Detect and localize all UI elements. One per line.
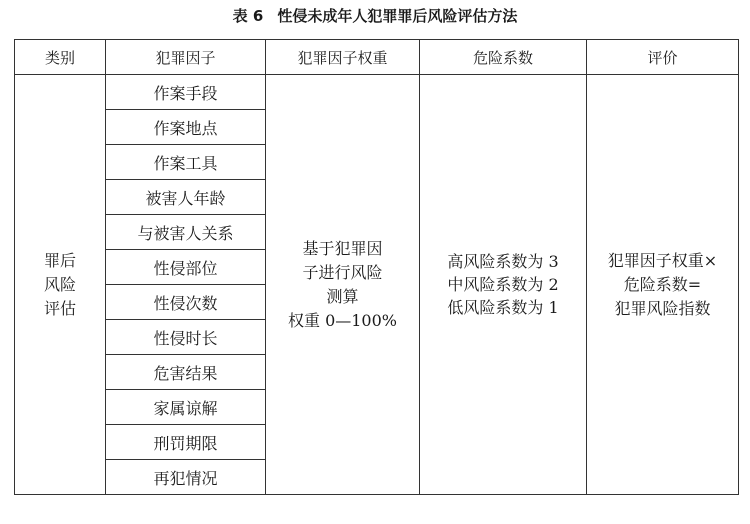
risk-line: 高风险系数为 3 [447, 252, 559, 271]
category-line: 罪后 [43, 250, 76, 270]
factor-cell: 危害结果 [106, 355, 266, 390]
factor-cell: 被害人年龄 [106, 180, 266, 215]
risk-cell [420, 75, 587, 495]
weight-line: 权重 0—100% [287, 310, 397, 330]
risk-line: 中风险系数为 2 [447, 275, 559, 294]
weight-line: 测算 [326, 286, 359, 306]
category-cell [15, 75, 106, 495]
factor-cell: 作案地点 [106, 110, 266, 145]
header-factor: 犯罪因子 [106, 40, 266, 75]
risk-line: 低风险系数为 1 [447, 298, 559, 317]
factor-cell: 性侵部位 [106, 250, 266, 285]
table-number: 表 6 [232, 7, 264, 25]
evaluation-line: 犯罪风险指数 [614, 298, 711, 318]
factor-cell: 家属谅解 [106, 390, 266, 425]
header-weight: 犯罪因子权重 [266, 40, 420, 75]
header-row [15, 40, 739, 75]
header-category: 类别 [15, 40, 106, 75]
header-evaluation: 评价 [587, 40, 739, 75]
category-line: 评估 [43, 298, 76, 318]
factor-cell: 刑罚期限 [106, 425, 266, 460]
weight-line: 基于犯罪因 [302, 238, 383, 258]
risk-assessment-table [14, 39, 739, 495]
evaluation-line: 犯罪因子权重× [607, 250, 718, 270]
factor-cell: 再犯情况 [106, 460, 266, 495]
weight-cell [266, 75, 420, 495]
evaluation-cell [587, 75, 739, 495]
factor-cell: 作案手段 [106, 75, 266, 110]
header-risk: 危险系数 [420, 40, 587, 75]
factor-cell: 作案工具 [106, 145, 266, 180]
factor-cell: 性侵次数 [106, 285, 266, 320]
category-line: 风险 [43, 274, 76, 294]
weight-line: 子进行风险 [302, 262, 383, 282]
factor-cell: 性侵时长 [106, 320, 266, 355]
factor-cell: 与被害人关系 [106, 215, 266, 250]
table-caption [0, 4, 750, 28]
table-title: 性侵未成年人犯罪罪后风险评估方法 [277, 7, 518, 25]
table-row [15, 75, 739, 110]
evaluation-line: 危险系数= [623, 274, 702, 294]
